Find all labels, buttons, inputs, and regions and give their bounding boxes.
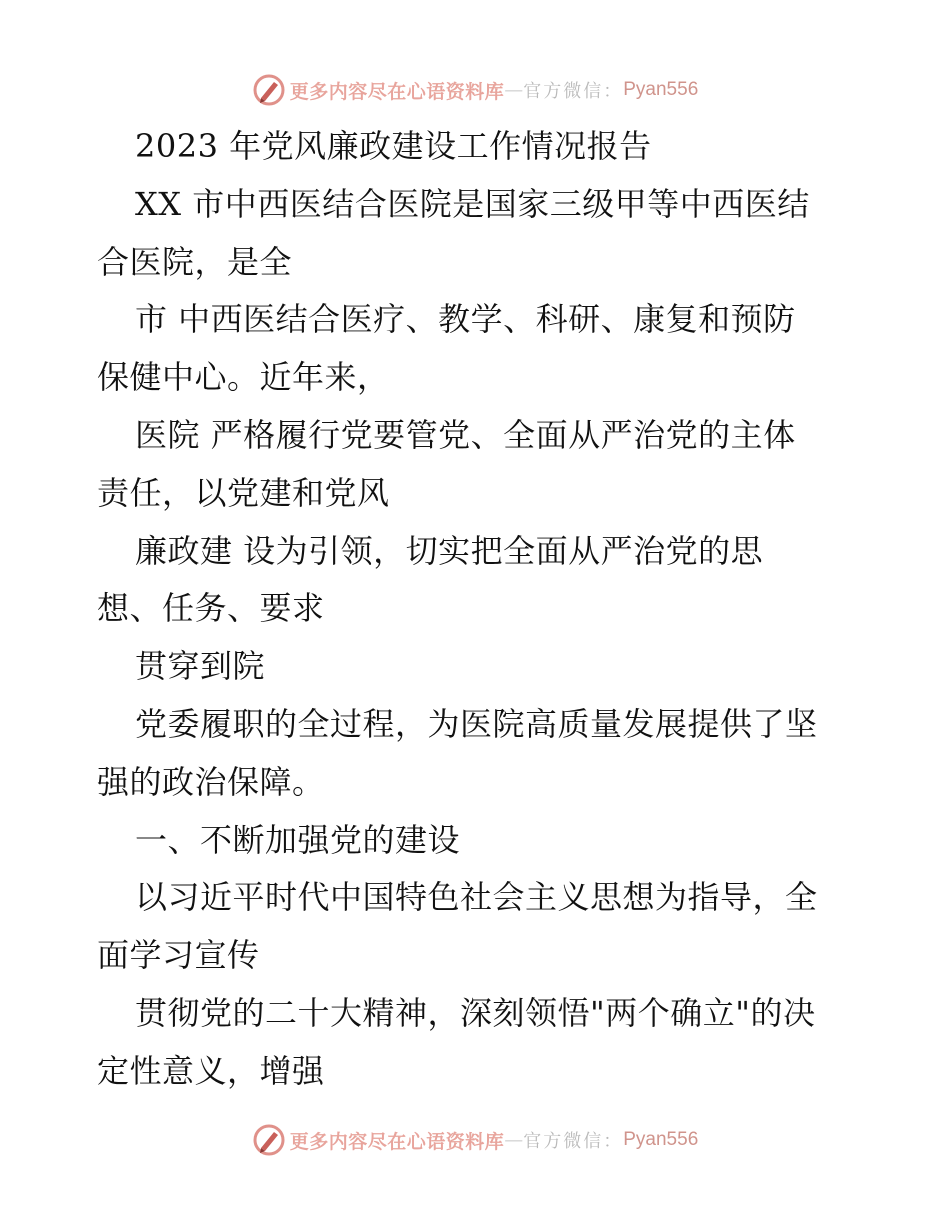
document-line: 医院 严格履行党要管党、全面从严治党的主体 bbox=[135, 415, 796, 454]
pen-logo-icon bbox=[252, 1123, 286, 1157]
document-line: 强的政治保障。 bbox=[97, 762, 325, 801]
document-line: 以习近平时代中国特色社会主义思想为指导，全 bbox=[135, 878, 818, 917]
document-line: 廉政建 设为引领，切实把全面从严治党的思 bbox=[135, 531, 764, 570]
document-line: 保健中心。近年来， bbox=[97, 358, 390, 397]
document-line: 党委履职的全过程，为医院高质量发展提供了坚 bbox=[135, 704, 818, 743]
document-body bbox=[97, 118, 857, 1101]
header-watermark bbox=[0, 70, 950, 110]
document-line: 贯穿到院 bbox=[135, 647, 266, 686]
watermark-id: Pyan556 bbox=[623, 79, 699, 100]
document-line: 一、不断加强党的建设 bbox=[135, 820, 461, 859]
pen-logo-icon bbox=[252, 73, 286, 107]
watermark-site-text: 更多内容尽在心语资料库 bbox=[289, 80, 505, 103]
document-line: 想、任务、要求 bbox=[97, 589, 325, 628]
document-line: 定性意义，增强 bbox=[97, 1051, 325, 1090]
watermark-id: Pyan556 bbox=[623, 1129, 699, 1150]
footer-watermark bbox=[0, 1120, 950, 1160]
document-line: 贯彻党的二十大精神，深刻领悟"两个确立"的决 bbox=[135, 993, 816, 1032]
watermark-separator: — bbox=[504, 79, 524, 101]
document-line: 市 中西医结合医疗、教学、科研、康复和预防 bbox=[135, 300, 796, 339]
document-line: 2023 年党风廉政建设工作情况报告 bbox=[135, 127, 652, 165]
document-line: 面学习宣传 bbox=[97, 936, 260, 975]
watermark-separator: — bbox=[504, 1129, 524, 1151]
document-line: XX 市中西医结合医院是国家三级甲等中西医结 bbox=[135, 184, 810, 223]
document-line: 责任，以党建和党风 bbox=[97, 473, 390, 512]
watermark-label: 官方微信： bbox=[523, 1131, 624, 1152]
watermark-label: 官方微信： bbox=[523, 81, 624, 102]
watermark-site-text: 更多内容尽在心语资料库 bbox=[289, 1130, 505, 1153]
document-line: 合医院，是全 bbox=[97, 242, 293, 281]
